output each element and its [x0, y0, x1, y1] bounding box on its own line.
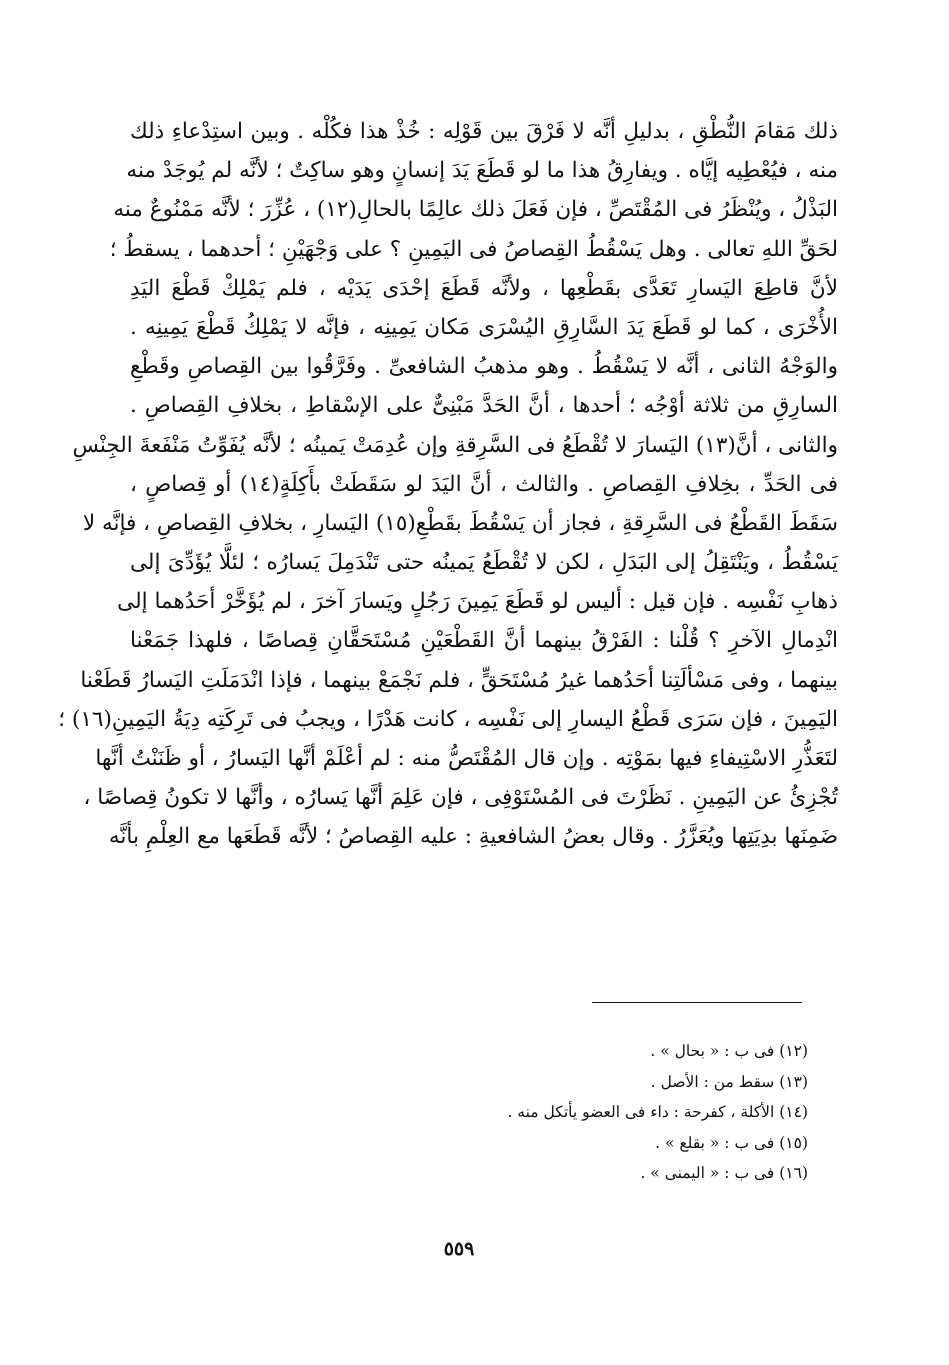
footnote: (١٥) فى ب : « بقلع » .	[655, 1133, 808, 1152]
footnote: (١٤) الأكلة ، كفرحة : داء فى العضو يأتكل منه .	[507, 1103, 808, 1121]
text-line: يَسْقُطُ ، ويَنْتَقِلُ إلى البَدَلِ ، لكن لا تُقْطَعُ يَمينُه حتى تَنْدَمِلَ يَسارُه ؛ لئلَّا يُؤَدِّىَ إلى	[130, 550, 838, 576]
text-line: لتَعَذُّرِ الاسْتِيفاءِ فيها بمَوْتِه . وإن قال المُقْتَصُّ منه : لم أعْلَمْ أنَّها اليَسارُ ، أو ظَنَنْتُ أنَّها	[95, 746, 838, 771]
text-line: اليَمِينَ ، فإن سَرَى قَطْعُ اليسارِ إلى نَفْسِه ، كانت هَدْرًا ، ويجبُ فى تَرِكَتِه دِيَةُ اليَمِينِ(١٦) ؛	[58, 706, 838, 732]
text-line: بينهما ، وفى مَسْألَتِنا أحَدُهما غيرُ مُسْتَحَقٍّ ، فلم نَجْمَعْ بينهما ، فإذا انْدَمَلَتِ اليَسارُ قَطَعْنا	[80, 667, 838, 693]
text-line: لأنَّ قاطِعَ اليَسارِ تَعَدَّى بقَطْعِها ، ولأنَّه قَطَعَ إحْدَى يَدَيْه ، فلم يَمْلِكْ قَطْعَ اليَدِ	[130, 275, 838, 301]
text-line: تُجْزِئُ عن اليَمِينِ . نَظَرْتَ فى المُسْتَوْفِى ، فإن عَلِمَ أنَّها يَسارُه ، وأنَّها لا تكونُ قِصاصًا ،	[83, 785, 838, 811]
text-line: ذهابِ نَفْسِه . فإن قيل : أليس لو قَطَعَ يَمِينَ رَجُلٍ ويَسارَ آخرَ ، لم يُؤَخَّرْ أحَدُهما إلى	[117, 589, 838, 615]
text-line: ضَمِنَها بدِيَتِها ويُعَزَّرُ . وقال بعضُ الشافعيةِ : عليه القِصاصُ ؛ لأنَّه قَطَعَها مع العِلْمِ بأنَّه	[108, 824, 838, 850]
text-line: والوَجْهُ الثانى ، أنَّه لا يَسْقُطُ . وهو مذهبُ الشافعىِّ . وفَرَّقُوا بين القِصاصِ وقَطْعِ	[130, 354, 838, 380]
text-line: الأُخْرَى ، كما لو قَطَعَ يَدَ السَّارِقِ اليُسْرَى مَكان يَمِينِه ، فإنَّه لا يَمْلِكُ قَطْعَ يَمِينِه .	[130, 314, 838, 340]
text-line: انْدِمالِ الآخرِ ؟ قُلْنا : الفَرْقُ بينهما أنَّ القَطْعَيْنِ مُسْتَحَقَّانِ قِصاصًا ، فلهذا جَمَعْنا	[130, 628, 838, 654]
footnotes-block	[380, 1036, 808, 1189]
text-line: ذلك مَقامَ النُّطْقِ ، بدليلِ أنَّه لا فَرْقَ بين قَوْلِه : خُذْ هذا فكُلْه . وبين استِدْعاءِ ذلك	[130, 119, 838, 144]
text-line: البَذْلُ ، ويُنْظَرُ فى المُقْتَصِّ ، فإن فَعَلَ ذلك عالِمًا بالحالِ(١٢) ، عُزِّرَ ؛ لأنَّه مَمْنُوعٌ منه	[113, 197, 838, 223]
text-line: لحَقِّ اللهِ تعالى . وهل يَسْقُطُ القِصاصُ فى اليَمِينِ ؟ على وَجْهَيْنِ ؛ أحدهما ، يسقطُ ؛	[109, 236, 838, 262]
text-line: منه ، فيُعْطِيه إيَّاه . ويفارِقُ هذا ما لو قَطَعَ يَدَ إنسانٍ وهو ساكِتٌ ؛ لأنَّه لم يُوجَدْ منه	[126, 158, 838, 184]
text-line: فى الحَدِّ ، بخِلافِ القِصاصِ . والثالث ، أنَّ اليَدَ لو سَقَطَتْ بأَكِلَةٍ(١٤) أو قِصاصٍ ،	[130, 471, 838, 497]
footnote: (١٦) فى ب : « اليمنى » .	[640, 1164, 808, 1182]
footnote: (١٣) سقط من : الأصل .	[650, 1072, 808, 1091]
text-line: والثانى ، أنَّ(١٣) اليَسارَ لا تُقْطَعُ فى السَّرِقةِ وإن عُدِمَتْ يَمينُه ؛ لأنَّه يُفَوِّتُ مَنْفَعةَ الجِنْسِ	[72, 432, 838, 458]
footnote-separator	[592, 1002, 802, 1003]
footnote: (١٢) فى ب : « بحال » .	[650, 1042, 808, 1060]
main-text-block	[58, 112, 838, 857]
text-line: السارِقِ من ثلاثة أوْجُه ؛ أحدها ، أنَّ الحَدَّ مَبْنِىٌّ على الإسْقاطِ ، بخلافِ القِصاصِ .	[130, 393, 838, 419]
text-line: سَقَطَ القَطْعُ فى السَّرِقةِ ، فجاز أن يَسْقُطَ بقَطْعِ(١٥) اليَسارِ ، بخلافِ القِصاصِ ، فإنَّه لا	[82, 510, 838, 536]
page-number: ٥٥٩	[443, 1238, 475, 1260]
